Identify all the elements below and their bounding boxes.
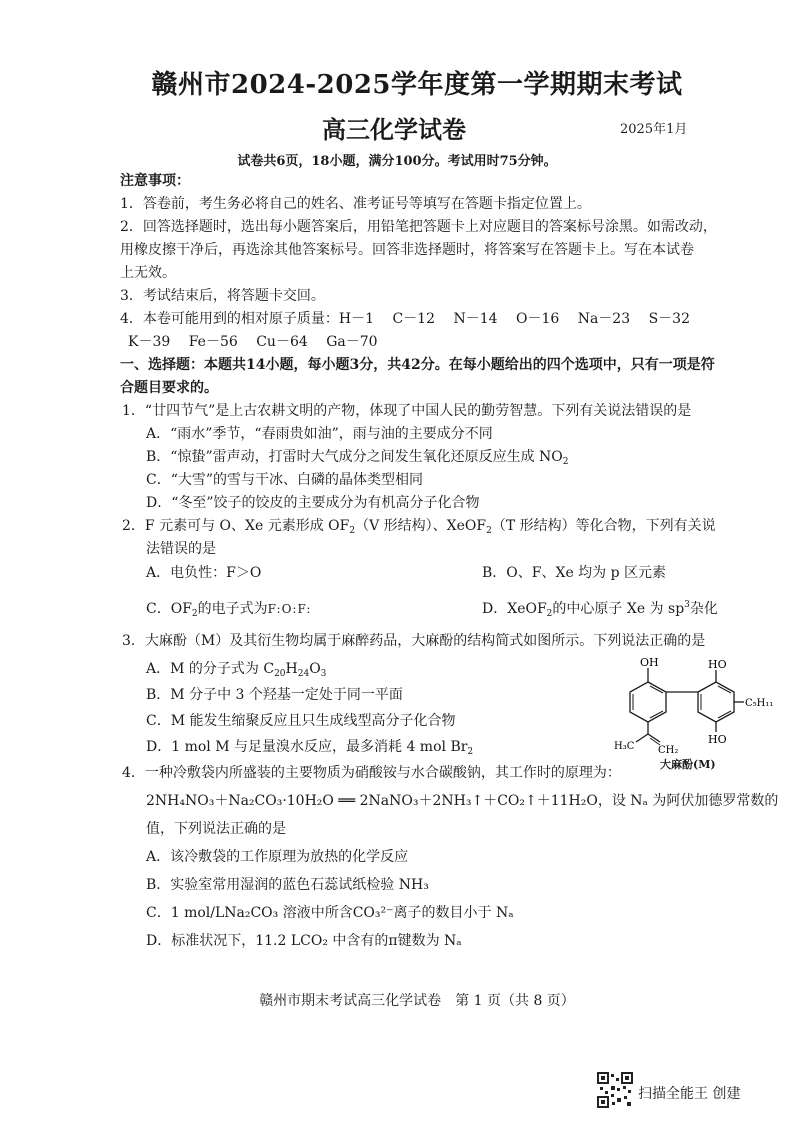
- oh-top-label: OH: [640, 656, 659, 669]
- q1-stem: 1．“廿四节气”是上古农耕文明的产物，体现了中国人民的勤劳智慧。下列有关说法错误的是: [122, 403, 692, 419]
- ho-top-label: HO: [708, 658, 727, 671]
- q3-option-a: A．M 的分子式为 $C_{20}H_{24}O_3$: [146, 661, 327, 679]
- section-1-heading-b: 合题目要求的。: [120, 380, 218, 396]
- structure-caption: 大麻酚(M): [660, 758, 716, 771]
- page-footer: 赣州市期末考试高三化学试卷 第 1 页（共 8 页）: [259, 993, 575, 1009]
- q4-equation: 2NH₄NO₃＋Na₂CO₃·10H₂O ══ 2NaNO₃＋2NH₃↑＋CO₂↑＋11H₂O，设 Nₐ 为阿伏加德罗常数的: [146, 793, 779, 809]
- q3-option-c: C．M 能发生缩聚反应且只生成线型高分子化合物: [146, 713, 456, 729]
- q4-stem: 4．一种冷敷袋内所盛装的主要物质为硝酸铵与水合碳酸钠，其工作时的原理为：: [122, 765, 621, 781]
- q2-option-a: A．电负性：F＞O: [146, 565, 262, 581]
- q4-stem-c: 值，下列说法正确的是: [146, 821, 286, 837]
- section-1-heading-a: 一、选择题：本题共14小题，每小题3分，共42分。在每小题给出的四个选项中，只有一项是符: [120, 357, 715, 373]
- q2-stem-a: 2．F 元素可与 O、Xe 元素形成 $OF_2(V$ 形结构）、XeOF$_2$（T 形结构）等化合物，下列有关说: [122, 518, 716, 536]
- q3-option-d: D．1 mol M 与足量溴水反应，最多消耗 4 mol $Br_2$: [146, 739, 474, 757]
- note-4a: 4．本卷可能用到的相对原子质量：H－1 C－12 N－14 O－16 Na－23 S－32: [120, 311, 690, 327]
- q1-option-b: B．“惊蛰”雷声动，打雷时大气成分之间发生氧化还原反应生成 $NO_2$: [146, 449, 569, 467]
- q1-option-d: D．“冬至”饺子的饺皮的主要成分为有机高分子化合物: [146, 495, 480, 511]
- q4-option-c: C．1 mol/LNa₂CO₃ 溶液中所含CO₃²⁻离子的数目小于 Nₐ: [146, 905, 514, 921]
- exam-date: 2025年1月: [620, 122, 688, 137]
- note-4b: K－39 Fe－56 Cu－64 Ga－70: [128, 334, 378, 350]
- exam-info: 试卷共6页，18小题，满分100分。考试用时75分钟。: [237, 154, 557, 169]
- q1-option-a: A．“雨水”季节，“春雨贵如油”，雨与油的主要成分不同: [146, 426, 493, 442]
- camscanner-watermark: 扫描全能王 创建: [638, 1086, 741, 1102]
- q2-option-c: C．$OF_2$的电子式为F:O:F:: [146, 601, 312, 619]
- pentyl-label: C₅H₁₁: [745, 698, 774, 709]
- note-2a: 2．回答选择题时，选出每小题答案后，用铅笔把答题卡上对应题目的答案标号涂黑。如需改动，: [120, 219, 717, 235]
- q4-option-a: A．该冷敷袋的工作原理为放热的化学反应: [146, 849, 409, 865]
- q2-option-b: B．O、F、Xe 均为 p 区元素: [482, 565, 667, 581]
- ch2-label: CH₂: [658, 745, 679, 756]
- q2-option-d: D．XeOF$_2$的中心原子 Xe 为 $sp^3$杂化: [482, 600, 718, 619]
- h3c-label: H₃C: [614, 741, 635, 752]
- ho-bottom-label: HO: [708, 733, 727, 746]
- note-3: 3．考试结束后，将答题卡交回。: [120, 288, 325, 304]
- q4-option-b: B．实验室常用湿润的蓝色石蕊试纸检验 NH₃: [146, 877, 429, 893]
- exam-subtitle: 高三化学试卷: [322, 115, 466, 144]
- q2-stem-b: 法错误的是: [146, 541, 216, 557]
- qr-code-icon: [597, 1072, 633, 1108]
- q3-option-b: B．M 分子中 3 个羟基一定处于同一平面: [146, 687, 403, 703]
- q3-stem: 3．大麻酚（M）及其衍生物均属于麻醉药品，大麻酚的结构简式如图所示。下列说法正确的是: [122, 633, 706, 649]
- note-2b: 用橡皮擦干净后，再选涂其他答案标号。回答非选择题时，将答案写在答题卡上。写在本试卷: [120, 242, 694, 258]
- q1-option-c: C．“大雪”的雪与干冰、白磷的晶体类型相同: [146, 472, 424, 488]
- cannabinol-structure: [608, 652, 788, 758]
- exam-title: 赣州市2024-2025学年度第一学期期末考试: [151, 70, 683, 100]
- q4-option-d: D．标准状况下，11.2 LCO₂ 中含有的π键数为 Nₐ: [146, 933, 462, 949]
- notes-heading: 注意事项：: [120, 173, 190, 189]
- note-1: 1．答卷前，考生务必将自己的姓名、准考证号等填写在答题卡指定位置上。: [120, 196, 591, 212]
- note-2c: 上无效。: [120, 265, 176, 281]
